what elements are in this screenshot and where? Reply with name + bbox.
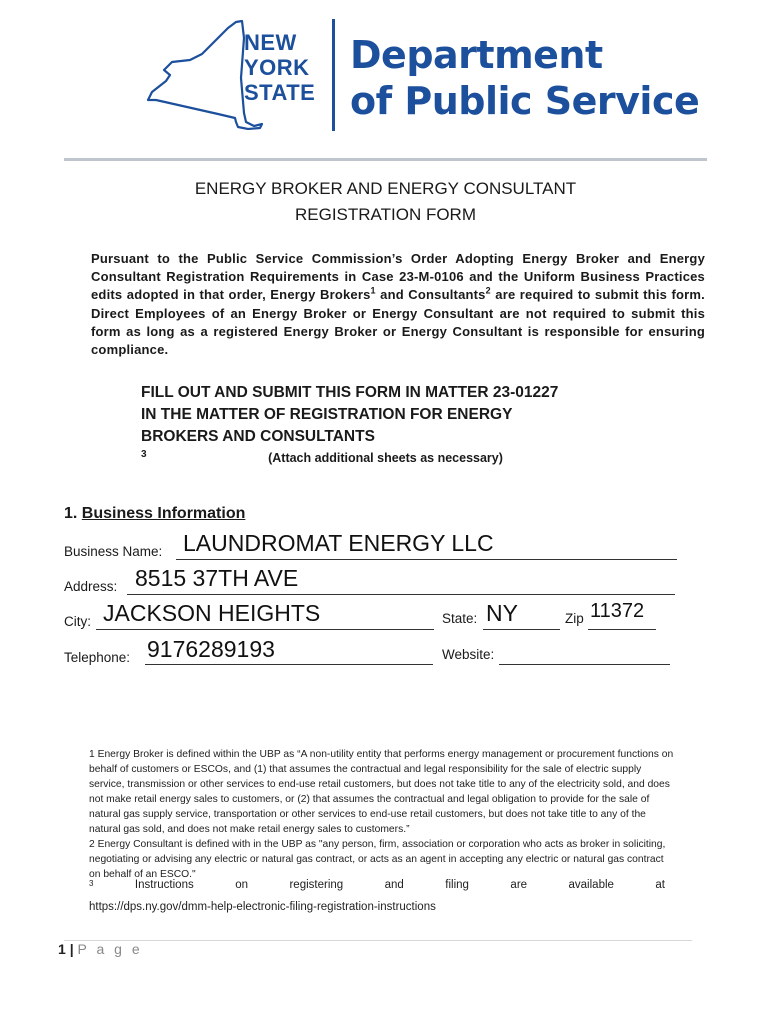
- website-label: Website:: [442, 647, 495, 662]
- telephone-field[interactable]: 9176289193: [147, 636, 275, 662]
- logo-state-name: [244, 30, 324, 105]
- attach-note: (Attach additional sheets as necessary): [268, 451, 503, 465]
- intro-text: Pursuant to the Public Service Commission’s Order Adopting Energy Broker and Energy Consultant Registration Requirements in Case 23-M-0106 and the Uniform Business Practices edits adopted in that order, Energy Brokers: [91, 251, 705, 303]
- page-word: P a g e: [77, 941, 143, 957]
- footnote-word: and: [384, 879, 404, 891]
- footnote-number: 3: [89, 879, 94, 888]
- footnote-word: on: [235, 879, 248, 891]
- address-field[interactable]: 8515 37TH AVE: [135, 565, 299, 591]
- logo-state-line: STATE: [244, 80, 316, 105]
- footnote-ref: 1: [370, 286, 376, 297]
- telephone-underline: [145, 664, 433, 665]
- form-title-line: REGISTRATION FORM: [294, 205, 476, 224]
- intro-paragraph: [91, 250, 705, 359]
- section-title: Business Information: [81, 505, 246, 522]
- form-title: [64, 176, 707, 228]
- city-label: City:: [64, 614, 91, 629]
- address-underline: [127, 594, 675, 595]
- logo-dept-line: Department: [350, 33, 603, 77]
- logo-dept-line: of Public Service: [350, 79, 700, 123]
- footnote-word: are: [510, 879, 528, 891]
- business-name-underline: [176, 559, 677, 560]
- section-number: 1.: [64, 505, 78, 522]
- state-field[interactable]: NY: [486, 600, 518, 626]
- state-label: State:: [442, 611, 478, 626]
- zip-field[interactable]: 11372: [590, 600, 645, 622]
- instruction-line-text: BROKERS AND CONSULTANTS: [141, 428, 375, 445]
- city-underline: [96, 629, 434, 630]
- telephone-label: Telephone:: [64, 650, 131, 665]
- instructions-link[interactable]: https://dps.ny.gov/dmm-help-electronic-filing-registration-instructions: [89, 901, 436, 913]
- footnotes: [89, 747, 677, 882]
- instruction-line: IN THE MATTER OF REGISTRATION FOR ENERGY: [141, 406, 513, 423]
- city-field[interactable]: JACKSON HEIGHTS: [103, 600, 321, 626]
- page-separator: |: [69, 941, 74, 957]
- footnote-word: available: [568, 879, 614, 891]
- section-heading: [64, 505, 245, 523]
- logo-state-line: NEW: [244, 30, 297, 55]
- state-underline: [483, 629, 560, 630]
- footnote-word: filing: [445, 879, 469, 891]
- footnote-word: Instructions: [134, 879, 194, 891]
- logo-department-name: [350, 32, 699, 124]
- instruction-line: FILL OUT AND SUBMIT THIS FORM IN MATTER 23-01227: [141, 384, 559, 401]
- address-label: Address:: [64, 579, 118, 594]
- footnote-3: [89, 879, 665, 891]
- footnote-ref: 2: [485, 286, 491, 297]
- business-name-label: Business Name:: [64, 544, 163, 559]
- business-name-field[interactable]: LAUNDROMAT ENERGY LLC: [183, 530, 494, 556]
- footer-divider: [64, 940, 692, 941]
- header-divider: [64, 158, 707, 161]
- footnote-2: 2 Energy Consultant is defined with in the UBP as "any person, firm, association or corporation who acts as broker in soliciting, negotiating or advising any electric or natural gas contract, or acts as an agent in accepting any electric or natural gas contract on behalf of an ESCO.": [89, 839, 666, 880]
- footnote-word: registering: [289, 879, 344, 891]
- website-underline: [499, 664, 670, 665]
- intro-text: are required to submit this form. Direct Employees of an Energy Broker or Energy Consultant are not required to submit this form as long as a registered Energy Broker or Energy Consultant is responsible for ensuring compliance.: [91, 287, 705, 358]
- form-title-line: ENERGY BROKER AND ENERGY CONSULTANT: [194, 179, 577, 198]
- logo-state-line: YORK: [244, 55, 310, 80]
- footnote-ref: 3: [141, 448, 147, 460]
- intro-text: and Consultants: [375, 287, 486, 303]
- zip-underline: [588, 629, 656, 630]
- page-number-value: 1: [58, 941, 66, 957]
- footnote-word: at: [655, 879, 665, 891]
- footnote-1: 1 Energy Broker is defined within the UBP as “A non-utility entity that performs energy management or procurement functions on behalf of customers or ESCOs, and (1) that assumes the contractual and legal responsibility for the sale of electric supply service, transmission or other services to end-use retail customers, but does not take title to any of the electricity sold, and does not make retail energy sales to customers, or (2) that assumes the contractual and legal obligation to provide for the sale of natural gas supply service, transportation or other services to end-use retail customers, but does not take title to any of the natural gas sold, and does not make retail energy sales to customers.”: [89, 749, 674, 835]
- zip-label: Zip: [565, 611, 584, 626]
- logo-divider: [332, 19, 335, 131]
- page-number: [58, 941, 143, 957]
